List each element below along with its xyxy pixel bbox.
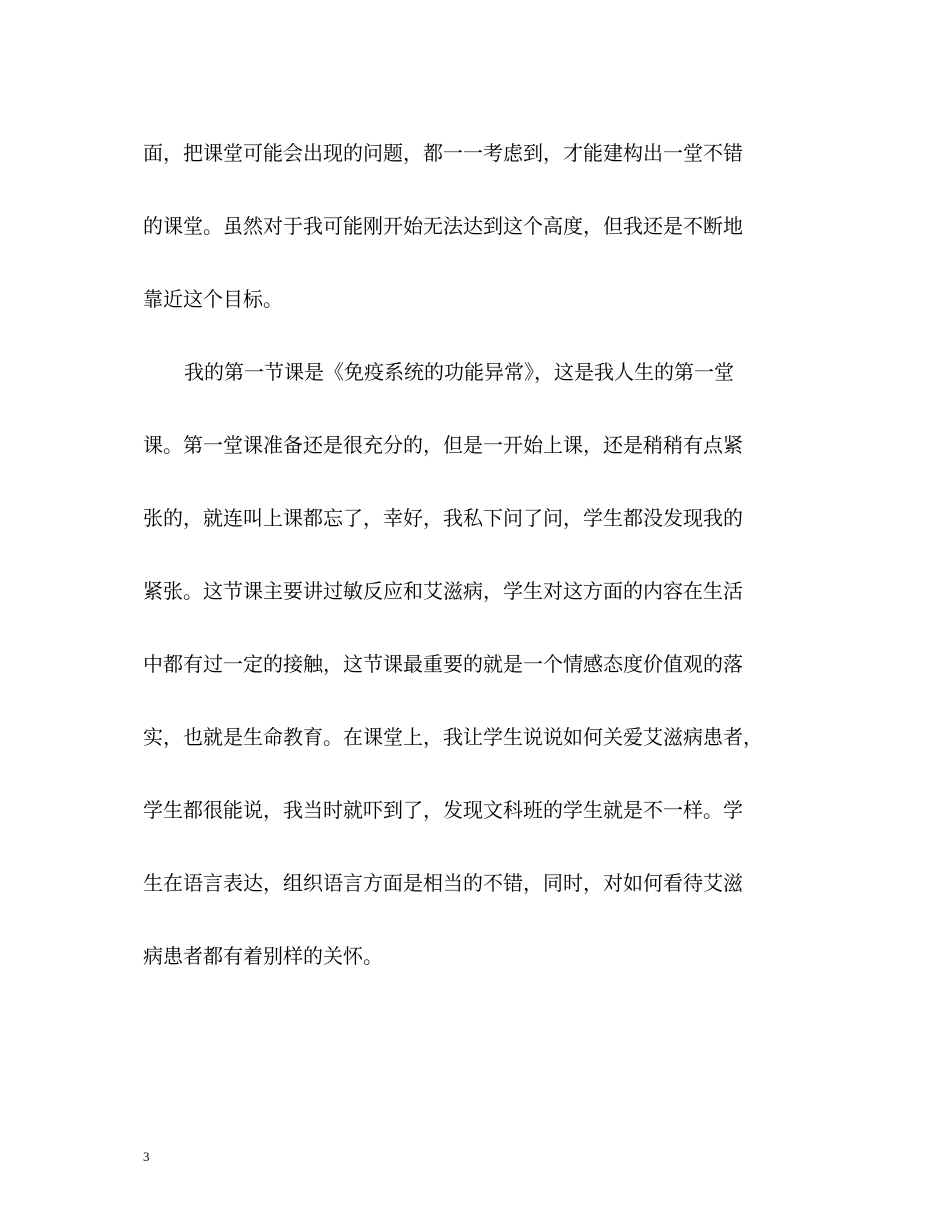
text-line-6: 张的，就连叫上课都忘了，幸好，我私下问了问，学生都没发现我的 [143, 506, 743, 530]
text-line-7: 紧张。这节课主要讲过敏反应和艾滋病，学生对这方面的内容在生活 [143, 579, 743, 603]
text-line-9: 实，也就是生命教育。在课堂上，我让学生说说如何关爱艾滋病患者， [143, 725, 763, 749]
text-line-3: 靠近这个目标。 [143, 287, 283, 311]
text-line-11: 生在语言表达，组织语言方面是相当的不错，同时，对如何看待艾滋 [143, 871, 743, 895]
text-line-5: 课。第一堂课准备还是很充分的，但是一开始上课，还是稍稍有点紧 [143, 433, 743, 457]
text-line-8: 中都有过一定的接触，这节课最重要的就是一个情感态度价值观的落 [143, 652, 743, 676]
page-number: 3 [143, 1149, 150, 1164]
text-line-10: 学生都很能说，我当时就吓到了，发现文科班的学生就是不一样。学 [143, 798, 743, 822]
body-text [143, 128, 807, 1004]
text-line-2: 的课堂。虽然对于我可能刚开始无法达到这个高度，但我还是不断地 [143, 214, 743, 238]
paragraph-start-line: 我的第一节课是《免疫系统的功能异常》，这是我人生的第一堂 [184, 360, 734, 384]
text-line-12: 病患者都有着别样的关怀。 [143, 944, 383, 968]
text-line-1: 面，把课堂可能会出现的问题，都一一考虑到，才能建构出一堂不错 [143, 141, 743, 165]
